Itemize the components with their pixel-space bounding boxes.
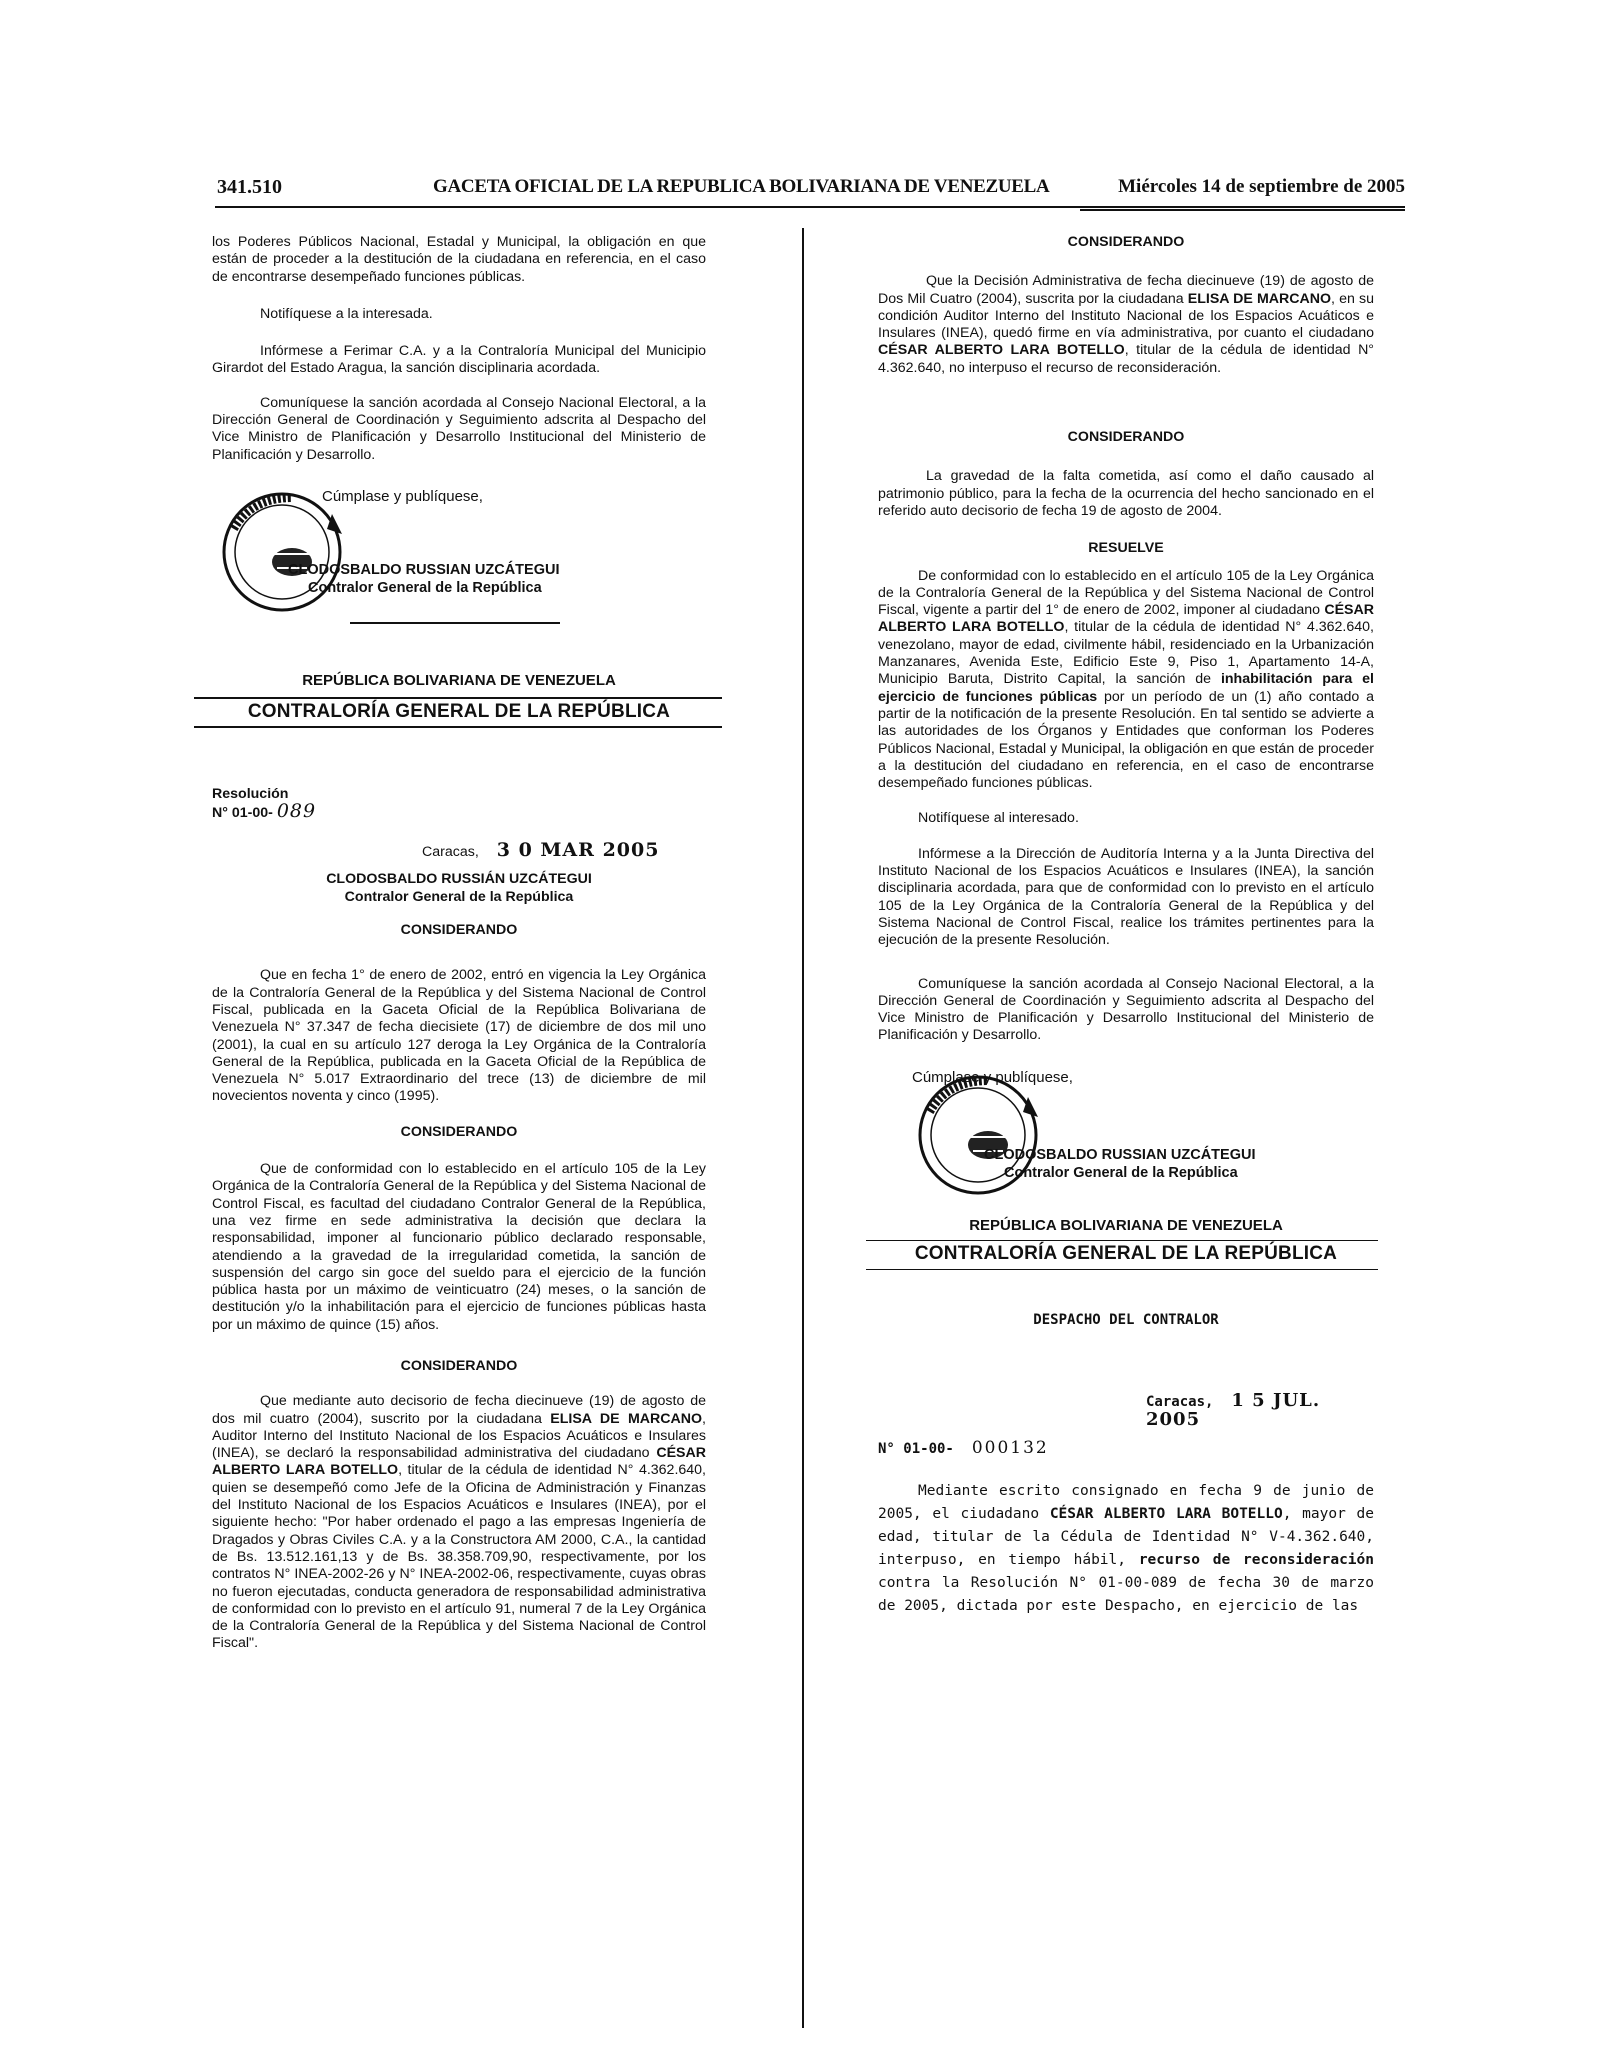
signatory-name-right: CLODOSBALDO RUSSIAN UZCÁTEGUI xyxy=(984,1146,1256,1163)
place-label-right: Caracas, xyxy=(1146,1393,1214,1410)
considerando-3-official-name: CÉSAR ALBERTO LARA BOTELLO xyxy=(212,1445,706,1479)
resuelve-heading: RESUELVE xyxy=(1088,540,1164,557)
signature-block-right xyxy=(908,1067,1374,1197)
communicate-paragraph-right: Comuníquese la sanción acordada al Consejo Nacional Electoral, a la Dirección General de Coordinación y Seguimiento adscrita al Despacho del Vice Ministro de Planificación y Desarrollo Institucional del Ministerio de Planificación y Desarrollo. xyxy=(878,975,1374,1044)
final-recurso: recurso de reconsideración xyxy=(1138,1552,1374,1569)
publish-label: Cúmplase y publíquese, xyxy=(322,487,483,505)
organization-heading-right: CONTRALORÍA GENERAL DE LA REPÚBLICA xyxy=(914,1243,1338,1265)
considerando-3-part-c: , Auditor Interno del Instituto Nacional de los Espacios Acuáticos e Insulares (INEA), se declaró la responsabilidad administrativa del ciudadano xyxy=(212,1410,706,1462)
considerando-4-part-e: , titular de la cédula de identidad N° 4.362.640, no interpuso el recurso de reconsideración. xyxy=(878,342,1374,376)
resuelve-text xyxy=(878,568,1374,793)
resolution-number: N° 01-00- xyxy=(212,804,273,821)
office-heading: DESPACHO DEL CONTRALOR xyxy=(1033,1312,1219,1329)
stamped-number-right: 000132 xyxy=(971,1438,1049,1459)
place-date-line-right xyxy=(878,1389,1374,1431)
resuelve-sanction: inhabilitación para el ejercicio de funciones públicas xyxy=(878,671,1374,705)
right-column xyxy=(878,234,1374,1618)
inform-paragraph: Infórmese a Ferimar C.A. y a la Contraloría Municipal del Municipio Girardot del Estado Aragua, la sanción disciplinaria acordada. xyxy=(212,343,706,377)
publish-label-right: Cúmplase y publíquese, xyxy=(912,1068,1073,1086)
column-divider xyxy=(802,228,804,2028)
contralor-title: Contralor General de la República xyxy=(344,888,574,905)
republic-heading: REPÚBLICA BOLIVARIANA DE VENEZUELA xyxy=(302,671,616,689)
notify-paragraph: Notifíquese a la interesada. xyxy=(260,305,433,322)
intro-paragraph: los Poderes Públicos Nacional, Estadal y Municipal, la obligación en que están de proceder a la destitución de la ciudadana en referencia, en el caso de encontrarse desempeñado funciones públicas. xyxy=(212,234,706,285)
final-official-name: CÉSAR ALBERTO LARA BOTELLO xyxy=(1049,1506,1283,1523)
final-part-a: Mediante escrito consignado en fecha 9 de junio de 2005, el ciudadano xyxy=(878,1483,1374,1523)
resuelve-part-e: por un período de un (1) año contado a partir de la notificación de la presente Resolución. En tal sentido se advierte a las autoridades de los Órganos y Entidades que conforman los Poderes Públicos Nacional, Estadal y Municipal, la obligación en que están de proceder a la destitución del ciudadano en referencia, en el caso de encontrarse desempeñado funciones públicas. xyxy=(878,688,1374,792)
org-rule-top xyxy=(194,697,722,699)
signatory-name: CLODOSBALDO RUSSIAN UZCÁTEGUI xyxy=(288,561,560,578)
inform-paragraph-right: Infórmese a la Dirección de Auditoría Interna y a la Junta Directiva del Instituto Nacional de los Espacios Acuáticos e Insulares (INEA), la sanción disciplinaria acordada, para que de conformidad con lo previsto en el artículo 105 de la Ley Orgánica de la Contraloría General de la República y del Sistema Nacional de Control Fiscal, realice los trámites pertinentes para la ejecución de la presente Resolución. xyxy=(878,845,1374,949)
notify-paragraph-right: Notifíquese al interesado. xyxy=(918,810,1079,827)
considerando-5-heading: CONSIDERANDO xyxy=(1067,429,1185,446)
org-rule-bottom xyxy=(194,726,722,728)
left-column xyxy=(212,234,706,1653)
organization-heading: CONTRALORÍA GENERAL DE LA REPÚBLICA xyxy=(247,700,671,722)
considerando-1-heading: CONSIDERANDO xyxy=(400,922,518,939)
considerando-4-text xyxy=(878,273,1374,377)
communicate-paragraph: Comuníquese la sanción acordada al Consejo Nacional Electoral, a la Dirección General de Coordinación y Seguimiento adscrita al Despacho del Vice Ministro de Planificación y Desarrollo Institucional del Ministerio de Planificación y Desarrollo. xyxy=(212,394,706,463)
resuelve-part-c: , titular de la cédula de identidad N° 4.362.640, venezolano, mayor de edad, civilmente hábil, residenciado en la Urbanización Manzanares, Avenida Este, Edificio Este 9, Piso 1, Apartamento 14-A, Municipio Baruta, Distrito Capital, la sanción de xyxy=(878,619,1374,688)
resolution-label: Resolución xyxy=(212,785,289,802)
considerando-4-official-name: CÉSAR ALBERTO LARA BOTELLO xyxy=(878,342,1125,359)
resuelve-official-name: CÉSAR ALBERTO LARA BOTELLO xyxy=(878,602,1374,636)
republic-heading-right: REPÚBLICA BOLIVARIANA DE VENEZUELA xyxy=(969,1216,1283,1234)
org-rule-bottom-right xyxy=(866,1269,1378,1271)
resuelve-part-a: De conformidad con lo establecido en el artículo 105 de la Ley Orgánica de la Contraloría General de la República y del Sistema Nacional de Control Fiscal, vigente a partir del 1° de enero de 2002, imponer al ciudadano xyxy=(878,567,1374,619)
considerando-4-part-a: Que la Decisión Administrativa de fecha diecinueve (19) de agosto de Dos Mil Cuatro (2004), suscrita por la ciudadana xyxy=(878,273,1374,307)
stamped-date: 3 0 MAR 2005 xyxy=(496,839,660,862)
considerando-4-part-c: , en su condición Auditor Interno del Instituto Nacional de los Espacios Acuáticos e Insulares (INEA), quedó firme en vía administrativa, por cuanto el ciudadano xyxy=(878,290,1374,342)
considerando-3-heading: CONSIDERANDO xyxy=(400,1357,518,1374)
stamped-date-right: 1 5 JUL. 2005 xyxy=(1146,1389,1321,1430)
header-rule xyxy=(215,206,1405,208)
considerando-5-text: La gravedad de la falta cometida, así como el daño causado al patrimonio público, para la fecha de la ocurrencia del hecho sancionado en el referido auto decisorio de fecha 19 de agosto de 2004. xyxy=(878,468,1374,519)
header-rule-accent xyxy=(1080,209,1405,211)
page-number: 341.510 xyxy=(217,176,282,198)
signatory-title-right: Contralor General de la República xyxy=(1004,1164,1238,1181)
section-rule xyxy=(350,622,560,624)
final-part-c: , mayor de edad, titular de la Cédula de Identidad N° V-4.362.640, interpuso, en tiempo hábil, xyxy=(878,1506,1374,1569)
gazette-title: GACETA OFICIAL DE LA REPUBLICA BOLIVARIANA DE VENEZUELA xyxy=(433,176,1050,197)
considerando-2-heading: CONSIDERANDO xyxy=(400,1123,518,1140)
resolution-number-line xyxy=(212,799,706,822)
issue-date: Miércoles 14 de septiembre de 2005 xyxy=(1118,176,1405,197)
considerando-1-text: Que en fecha 1° de enero de 2002, entró en vigencia la Ley Orgánica de la Contraloría General de la República y del Sistema Nacional de Control Fiscal, publicada en la Gaceta Oficial de la República Bolivariana de Venezuela N° 37.347 de fecha diecisiete (17) de diciembre de dos mil uno (2001), la cual en su artículo 127 deroga la Ley Orgánica de la Contraloría General de la República, publicada en la Gaceta Oficial de la República de Venezuela N° 5.017 Extraordinario del trece (13) de diciembre de mil novecientos noventa y cinco (1995). xyxy=(212,967,706,1105)
number-line-right xyxy=(878,1440,1374,1458)
org-rule-top-right xyxy=(866,1240,1378,1242)
signature-block xyxy=(212,484,706,614)
considerando-4-auditor-name: ELISA DE MARCANO xyxy=(1187,290,1332,307)
final-part-e: contra la Resolución N° 01-00-089 de fecha 30 de marzo de 2005, dictada por este Despacho, en ejercicio de las xyxy=(878,1575,1374,1615)
place-label: Caracas, xyxy=(422,844,479,861)
considerando-3-part-e: , titular de la cédula de identidad N° 4.362.640, quien se desempeñó como Jefe de la Oficina de Administración y Finanzas del Instituto Nacional de los Espacios Acuáticos e Insulares (INEA), por el siguiente hecho: "Por haber ordenado el pago a las empresas Ingeniería de Dragados y Obras Civiles C.A. y a la Constructora AM 2000, C.A., la cantidad de Bs. 13.512.161,13 y de Bs. 38.358.709,90, respectivamente, por los contratos N° INEA-2002-26 y N° INEA-2002-06, respectivamente, cuyas obras no fueron ejecutadas, conducta generadora de responsabilidad administrativa de conformidad con lo previsto en el artículo 91, numeral 7 de la Ley Orgánica de la Contraloría General de la República y del Sistema Nacional de Control Fiscal". xyxy=(212,1462,706,1652)
signatory-title: Contralor General de la República xyxy=(308,579,542,596)
considerando-3-part-a: Que mediante auto decisorio de fecha diecinueve (19) de agosto de dos mil cuatro (2004), suscrito por la ciudadana xyxy=(212,1393,706,1427)
gazette-header xyxy=(215,176,1405,206)
considerando-2-text: Que de conformidad con lo establecido en el artículo 105 de la Ley Orgánica de la Contraloría General de la República y del Sistema Nacional de Control Fiscal, es facultad del ciudadano Contralor General de la República, una vez firme en sede administrativa la decisión que declara la responsabilidad, imponer al funcionario público declarado responsable, atendiendo a la gravedad de la irregularidad cometida, la sanción de suspensión del cargo sin goce del sueldo para el ejercicio de la función pública hasta por un máximo de veinticuatro (24) meses, o la sanción de destitución y/o la inhabilitación para el ejercicio de funciones públicas hasta por un máximo de quince (15) años. xyxy=(212,1161,706,1333)
contralor-name: CLODOSBALDO RUSSIÁN UZCÁTEGUI xyxy=(326,871,592,888)
place-date-line xyxy=(212,839,706,862)
resolution-handwritten-number: 089 xyxy=(276,799,317,822)
number-label-right: N° 01-00- xyxy=(878,1441,954,1458)
considerando-3-auditor-name: ELISA DE MARCANO xyxy=(550,1410,703,1427)
considerando-3-text xyxy=(212,1393,706,1652)
considerando-4-heading: CONSIDERANDO xyxy=(1067,234,1185,250)
final-paragraph xyxy=(878,1480,1374,1618)
